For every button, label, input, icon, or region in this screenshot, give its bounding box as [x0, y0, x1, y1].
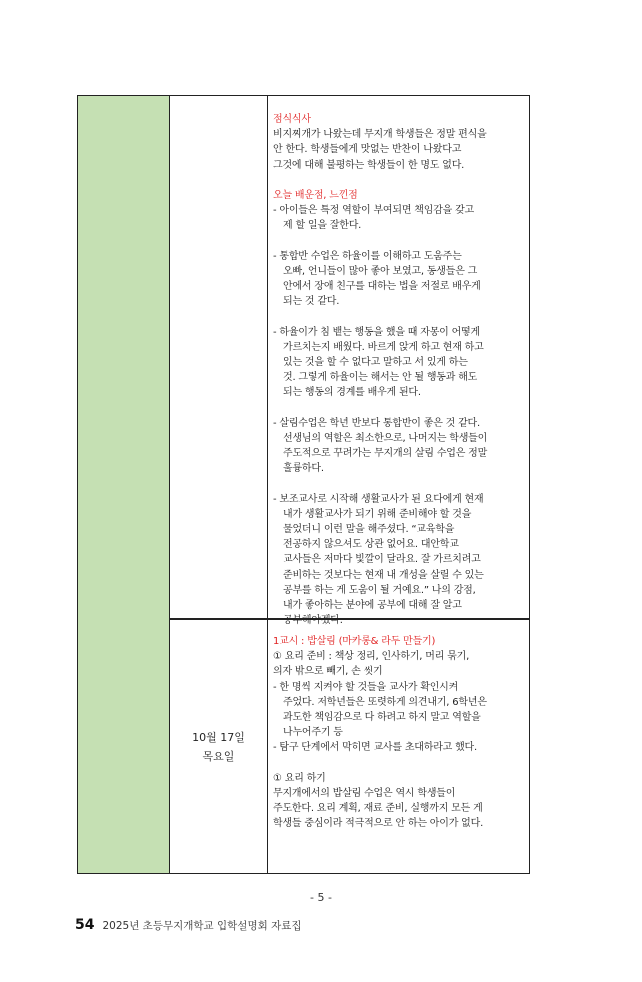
text-line: - 통합반 수업은 하율이를 이해하고 도움주는: [273, 250, 462, 262]
column-divider: [267, 96, 268, 873]
text-line: ① 요리 하기: [273, 772, 326, 784]
heading-period1: 1교시 : 밥살림 (마카롱& 라두 만들기): [273, 636, 436, 647]
text-line: 물었더니 이런 말을 해주셨다. “교육학을: [283, 524, 455, 536]
text-line: 공부를 하는 게 도움이 될 거예요.” 나의 강점,: [283, 584, 476, 596]
text-line: 교사들은 저마다 빛깔이 달라요. 잘 가르치려고: [283, 554, 481, 566]
text-line: - 탐구 단계에서 막히면 교사를 초대하라고 했다.: [273, 742, 477, 754]
text-line: 제 할 일을 잘한다.: [283, 220, 362, 232]
green-side-column: [78, 96, 170, 873]
text-line: 내가 생활교사가 되기 위해 준비해야 할 것을: [283, 508, 472, 520]
date-label: 10월 17일: [192, 730, 245, 744]
journal-entry-2: [273, 634, 525, 831]
text-line: 선생님의 역할은 최소한으로, 나머지는 학생들이: [283, 432, 488, 444]
text-line: 내가 좋아하는 분야에 공부에 대해 잘 알고: [283, 600, 462, 611]
journal-table: [77, 95, 530, 874]
text-line: 비지찌개가 나왔는데 무지개 학생들은 정말 편식을: [273, 129, 487, 141]
page-number: - 5 -: [310, 891, 332, 904]
text-line: 오빠, 언니들이 많아 좋아 보였고, 동생들은 그: [283, 265, 478, 277]
text-line: 되는 행동의 경계를 배우게 된다.: [283, 387, 421, 399]
text-line: 안 한다. 학생들에게 맛없는 반찬이 나왔다고: [273, 144, 462, 156]
date-cell: [170, 618, 267, 875]
weekday-label: 목요일: [202, 749, 235, 763]
journal-entry-1: [273, 112, 525, 628]
text-line: ① 요리 준비 : 책상 정리, 인사하기, 머리 묶기,: [273, 651, 470, 663]
text-line: 훌륭하다.: [283, 463, 324, 475]
text-line: 과도한 책임감으로 다 하려고 하지 말고 역할을: [283, 711, 481, 723]
footer-page-number: 54: [75, 917, 95, 933]
footer-title: 2025년 초등무지개학교 입학설명회 자료집: [102, 920, 302, 932]
text-line: - 보조교사로 시작해 생활교사가 된 요다에게 현재: [273, 493, 484, 505]
heading-learned: 오늘 배운점, 느낀점: [273, 189, 358, 201]
footer: [75, 917, 302, 933]
text-line: 되는 것 같다.: [283, 296, 340, 308]
text-line: 가르치는지 배웠다. 바르게 앉게 하고 현재 하고: [283, 341, 484, 353]
text-line: 주도한다. 요리 계획, 재료 준비, 실행까지 모든 게: [273, 803, 483, 815]
text-line: 있는 것을 할 수 없다고 말하고 서 있게 하는: [283, 357, 468, 368]
text-line: 학생들 중심이라 적극적으로 안 하는 아이가 없다.: [273, 818, 484, 830]
text-line: 주었다. 저학년들은 또렷하게 의견내기, 6학년은: [283, 696, 487, 708]
text-line: 의자 밖으로 빼기, 손 씻기: [273, 666, 383, 678]
text-line: 무지개에서의 밥살림 수업은 역시 학생들이: [273, 787, 456, 799]
text-line: - 아이들은 특정 역할이 부여되면 책임감을 갖고: [273, 205, 475, 217]
text-line: 공부해야겠다.: [283, 615, 343, 627]
text-line: 그것에 대해 불평하는 학생들이 한 명도 없다.: [273, 159, 465, 171]
text-line: 안에서 장애 친구를 대하는 법을 저절로 배우게: [283, 281, 481, 293]
text-line: 준비하는 것보다는 현재 내 개성을 살릴 수 있는: [283, 569, 484, 581]
text-line: 것. 그렇게 하율이는 해서는 안 될 행동과 해도: [283, 372, 478, 384]
text-line: 나누어주기 등: [283, 727, 343, 739]
text-line: - 하율이가 침 뱉는 행동을 했을 때 자몽이 어떻게: [273, 326, 480, 338]
heading-lunch: 점식식사: [273, 114, 311, 125]
text-line: 주도적으로 꾸려가는 무지개의 살림 수업은 정말: [283, 448, 488, 460]
text-line: 전공하지 않으셔도 상관 없어요. 대안학교: [283, 539, 459, 551]
text-line: - 한 명씩 지켜야 할 것들을 교사가 확인시켜: [273, 681, 459, 693]
text-line: - 살림수업은 학년 반보다 통합반이 좋은 것 같다.: [273, 417, 480, 429]
